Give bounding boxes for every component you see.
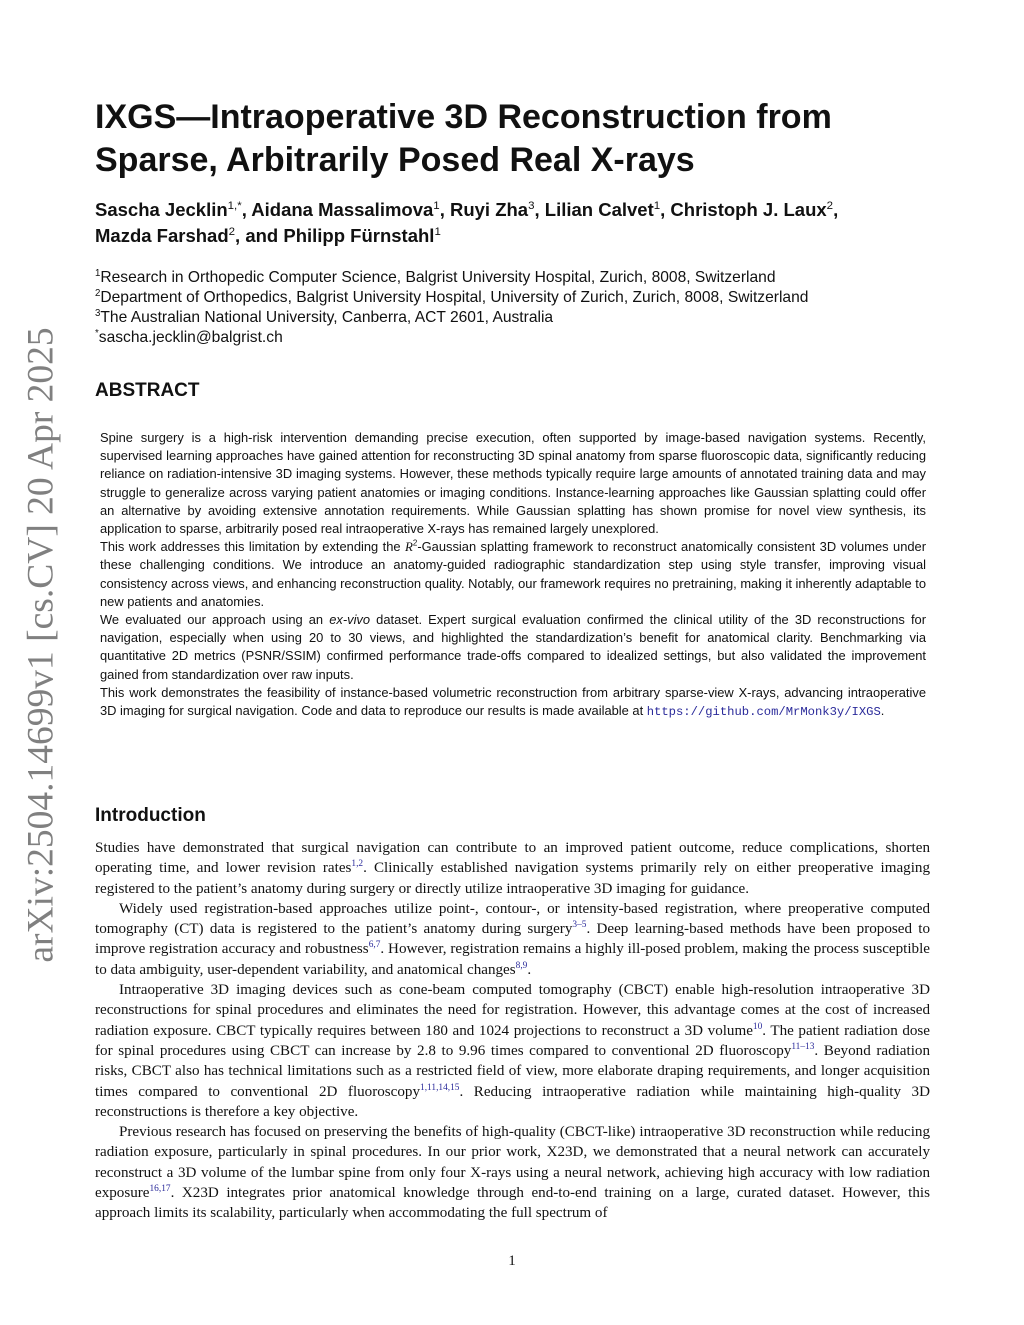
emphasis-text: ex-vivo [329,612,371,628]
citation-link[interactable]: 10 [752,1021,763,1032]
citation-link[interactable]: 6,7 [368,940,381,951]
affiliation-text: Department of Orthopedics, Balgrist University Hospital, University of Zurich, Zurich, 8008, Switzerland [100,289,809,306]
body-text: . However, registration remains a highly ill-posed problem, making the process susceptible to data ambiguity, user-dependent variability, and anatomical changes [95,941,930,978]
citation-link[interactable]: 1,2 [351,859,364,870]
intro-paragraph [95,1122,930,1223]
abstract-text: We evaluated our approach using an [100,612,330,628]
abstract-paragraph: Spine surgery is a high-risk intervention demanding precise execution, often supported by image-based navigation systems. Recently, supervised learning approaches have gained attention for reconstructing 3D spinal anatomy from sparse fluoroscopic data, significantly reducing reliance on radiation-intensive 3D imaging systems. However, these methods typically require large amounts of annotated training data and may struggle to generalize across varying patient anatomies or imaging conditions. Instance-learning approaches like Gaussian splatting could offer an alternative by avoiding extensive annotation requirements. While Gaussian splatting has shown promise for novel view synthesis, its application to sparse, arbitrarily posed real intraoperative X-rays has remained largely unexplored. [100,430,926,537]
author-separator: , [660,199,671,220]
author-affiliation-mark: 2 [228,225,236,238]
author-separator: , and [235,225,284,246]
arxiv-identifier: arXiv:2504.14699v1 [cs.CV] 20 Apr 2025 [20,327,62,963]
body-text: Studies have demonstrated that surgical navigation can contribute to an improved patient outcome, reduce complications, shorten operating time, and lower revision rates [95,840,930,877]
author-name: Lilian Calvet [544,199,654,220]
affiliation-mark: 2 [95,287,101,299]
abstract-text: This work demonstrates the feasibility of instance-based volumetric reconstruction from arbitrary sparse-view X-rays, advancing intraoperative 3D imaging for surgical navigation. Code and data to reproduce our results is made available at [100,684,926,719]
author-affiliation-mark: 3 [528,199,535,212]
math-superscript: 2 [412,538,418,548]
author-affiliation-mark: 1 [434,225,441,238]
arxiv-side-stamp [17,327,65,963]
abstract-paragraph [100,684,926,721]
abstract-text: . [880,703,885,719]
author-affiliation-mark: 1 [433,199,440,212]
abstract-text: This work addresses this limitation by extending the [100,539,406,555]
abstract-text: dataset. Expert surgical evaluation confirmed the clinical utility of the 3D reconstructions for navigation, especially when using 20 to 30 views, and highlighted the standardization’s benefit for anatomical clarity. Benchmarking via quantitative 2D metrics (PSNR/SSIM) confirmed performance trade-offs compared to idealized settings, but also validated the improvement gained from standardization over raw inputs. [100,612,926,682]
affiliation-mark: 3 [95,307,101,319]
intro-paragraph [95,899,930,980]
body-text: . Deep learning-based methods have been proposed to improve registration accuracy and robustness [95,921,930,958]
body-text: Previous research has focused on preserving the benefits of high-quality (CBCT-like) intraoperative 3D reconstruction while reducing radiation exposure, particularly in spinal procedures. In our prior work, X23D, we demonstrated that a neural network can accurately reconstruct a 3D volume of the lumbar spine from only four X-rays using a neural network, achieving high accuracy with low radiation exposure [95,1124,930,1202]
code-repository-link[interactable]: https://github.com/MrMonk3y/IXGS [646,705,881,720]
body-text: Widely used registration-based approaches utilize point-, contour-, or intensity-based registration, where preoperative computed tomography (CT) data is registered to the patient’s anatomy during surgery [95,900,930,938]
body-text: . [527,961,532,978]
paper-title: IXGS—Intraoperative 3D Reconstruction from Sparse, Arbitrarily Posed Real X-rays [95,98,832,179]
affiliation-mark: * [95,327,99,339]
author-separator: , [833,199,839,220]
author-affiliation-mark: 1 [653,199,661,212]
author-name: Christoph J. Laux [670,199,827,220]
affiliation-mark: 1 [95,267,101,279]
author-separator: , [241,199,252,220]
page-number: 1 [508,1253,516,1269]
affiliation-text: The Australian National University, Canberra, ACT 2601, Australia [100,309,554,326]
intro-paragraph [95,980,930,1122]
affiliation-item [95,288,955,308]
introduction-body [95,838,930,1224]
body-text: . The patient radiation dose for spinal procedures using CBCT can increase by 2.8 to 9.96 times compared to conventional 2D fluoroscopy [95,1022,930,1059]
author-separator: , [534,199,545,220]
affiliation-item [95,268,955,288]
body-text: . Beyond radiation risks, CBCT also has technical limitations such as a restricted field of view, more elaborate draping requirements, and longer acquisition times compared to conventional 2D fluoroscopy [95,1042,930,1100]
citation-link[interactable]: 3–5 [572,920,587,931]
affiliation-item [95,328,955,348]
author-affiliation-mark: 2 [826,199,834,212]
body-text: Intraoperative 3D imaging devices such as cone-beam computed tomography (CBCT) enable high-resolution intraoperative 3D reconstructions for spinal procedures and eliminates the need for registration. However, this advantage comes at the cost of increased radiation exposure. CBCT typically requires between 180 and 1024 projections to reconstruct a 3D volume [95,982,930,1039]
author-name: Mazda Farshad [95,225,229,246]
author-name: Ruyi Zha [449,199,529,220]
citation-link[interactable]: 11–13 [791,1041,815,1052]
author-separator: , [439,199,450,220]
body-text: . Reducing intraoperative radiation while maintaining high-quality 3D reconstructions is therefore a key objective. [95,1083,931,1120]
abstract-paragraph [100,611,926,684]
corresponding-email: sascha.jecklin@balgrist.ch [98,329,283,346]
author-name: Philipp Fürnstahl [283,225,435,246]
intro-paragraph [95,838,930,899]
affiliation-text: Research in Orthopedic Computer Science, Balgrist University Hospital, Zurich, 8008, Switzerland [100,269,776,286]
abstract-paragraph [100,538,926,611]
author-affiliation-mark: 1,* [227,199,242,212]
introduction-heading: Introduction [95,805,206,826]
abstract-heading: ABSTRACT [95,380,200,401]
author-name: Sascha Jecklin [95,199,228,220]
affiliation-list [95,268,955,348]
citation-link[interactable]: 8,9 [515,960,528,971]
citation-link[interactable]: 1,11,14,15 [420,1082,460,1093]
body-text: . Clinically established navigation systems primarily rely on either preoperative imaging registered to the patient’s anatomy during surgery or directly utilize intraoperative 3D imaging for guidance. [95,860,930,897]
body-text: . X23D integrates prior anatomical knowledge through end-to-end training on a large, curated dataset. However, this approach limits its scalability, particularly when accommodating the full spectrum of [95,1185,930,1222]
author-name: Aidana Massalimova [251,199,434,220]
affiliation-item [95,308,955,328]
abstract-text: -Gaussian splatting framework to reconstruct anatomically consistent 3D volumes under these challenging conditions. We introduce an anatomy-guided radiographic standardization step using style transfer, improving visual consistency across views, and enhancing reconstruction quality. Notably, our framework requires no pretraining, making it inherently adaptable to new patients and anatomies. [100,539,927,609]
math-symbol: R [405,540,413,555]
abstract-body [100,429,926,721]
citation-link[interactable]: 16,17 [149,1184,171,1195]
author-list [95,197,955,249]
